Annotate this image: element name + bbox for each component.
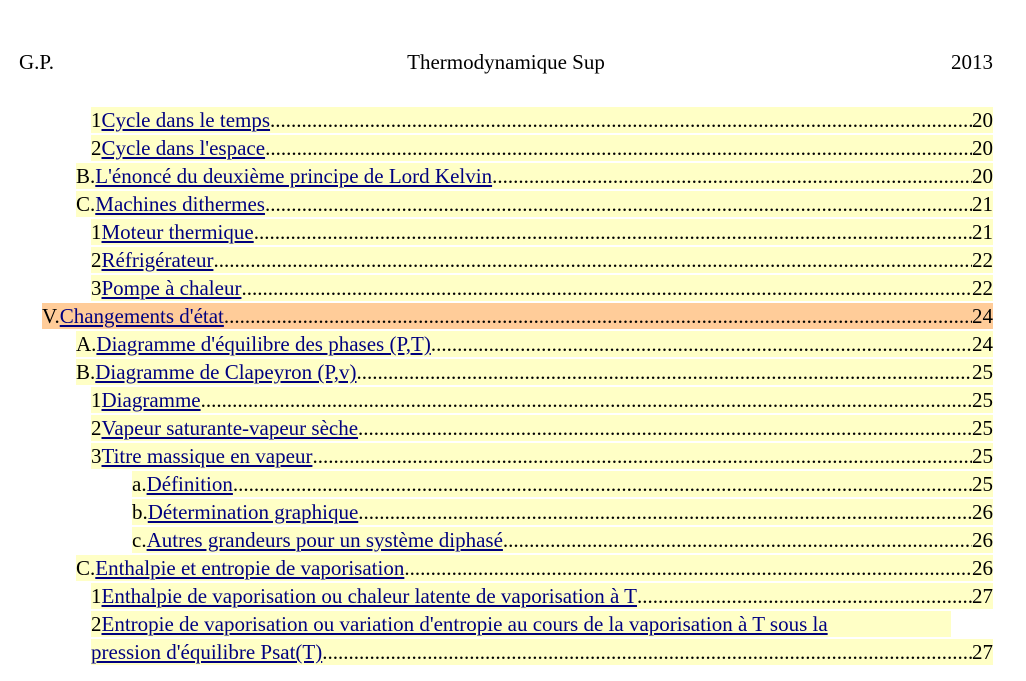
toc-link[interactable]: Diagramme [101, 388, 201, 412]
toc-number: C. [76, 556, 96, 580]
toc-entry [132, 527, 993, 553]
toc-link[interactable]: Entropie de vaporisation ou variation d'entropie au cours de la vaporisation à T sous la [101, 612, 828, 636]
toc-page: 21 [972, 192, 993, 216]
toc-link[interactable]: L'énoncé du deuxième principe de Lord Kelvin [95, 164, 493, 188]
toc-entry [76, 331, 993, 357]
toc-entry [91, 443, 993, 469]
toc-entry-highlighted [42, 303, 993, 329]
toc-number: B. [76, 164, 96, 188]
toc-link[interactable]: Cycle dans le temps [101, 108, 271, 132]
toc-link[interactable]: Détermination graphique [147, 500, 359, 524]
dot-leader [213, 247, 972, 273]
toc-number: 2 [91, 248, 102, 272]
dot-leader [241, 275, 972, 301]
toc-entry [91, 275, 993, 301]
dot-leader [492, 163, 972, 189]
toc-number: 2 [91, 136, 102, 160]
dot-leader [265, 135, 972, 161]
toc-number: a. [132, 472, 147, 496]
toc-page: 24 [972, 332, 993, 356]
toc-entry [76, 191, 993, 217]
toc-link[interactable]: Moteur thermique [101, 220, 254, 244]
header-year: 2013 [951, 50, 993, 74]
toc-number: b. [132, 500, 148, 524]
toc-number: 3 [91, 276, 102, 300]
toc-link[interactable]: Définition [146, 472, 233, 496]
header-title: Thermodynamique Sup [407, 50, 605, 74]
toc-entry [91, 107, 993, 133]
dot-leader [404, 555, 972, 581]
dot-leader [312, 443, 972, 469]
toc-link[interactable]: Cycle dans l'espace [101, 136, 266, 160]
toc-page: 22 [972, 248, 993, 272]
toc-page: 27 [972, 640, 993, 664]
toc-link[interactable]: Pompe à chaleur [101, 276, 242, 300]
dot-leader [270, 107, 972, 133]
toc-entry [91, 387, 993, 413]
dot-leader [358, 499, 972, 525]
toc-entry [91, 583, 993, 609]
toc-entry-multiline [91, 611, 951, 637]
toc-link[interactable]: Enthalpie de vaporisation ou chaleur latente de vaporisation à T [101, 584, 638, 608]
toc-link[interactable]: Machines dithermes [95, 192, 265, 216]
toc-page: 25 [972, 388, 993, 412]
dot-leader [357, 359, 972, 385]
toc-page: 25 [972, 360, 993, 384]
toc-entry [91, 415, 993, 441]
toc-number: C. [76, 192, 96, 216]
toc-number: B. [76, 360, 96, 384]
toc-page: 26 [972, 528, 993, 552]
dot-leader [201, 387, 972, 413]
dot-leader [322, 639, 972, 665]
header-author: G.P. [19, 50, 55, 74]
dot-leader [265, 191, 972, 217]
toc-number: 1 [91, 388, 102, 412]
page-header [19, 50, 993, 78]
toc-link[interactable]: Changements d'état [59, 304, 224, 328]
dot-leader [358, 415, 972, 441]
toc-page: 25 [972, 444, 993, 468]
dot-leader [233, 471, 972, 497]
toc-number: 2 [91, 416, 102, 440]
toc-number: 2 [91, 612, 102, 636]
toc-page: 20 [972, 108, 993, 132]
dot-leader [637, 583, 972, 609]
dot-leader [224, 303, 972, 329]
toc-number: V. [42, 304, 60, 328]
toc-page: 26 [972, 556, 993, 580]
dot-leader [431, 331, 972, 357]
toc-page: 22 [972, 276, 993, 300]
toc-entry [91, 219, 993, 245]
toc-number: 3 [91, 444, 102, 468]
toc-entry [76, 555, 993, 581]
toc-page: 21 [972, 220, 993, 244]
toc-entry-continuation [91, 639, 993, 665]
toc-entry [76, 163, 993, 189]
toc-link[interactable]: Titre massique en vapeur [101, 444, 313, 468]
toc-page: 26 [972, 500, 993, 524]
toc-entry [76, 359, 993, 385]
toc-entry [132, 471, 993, 497]
toc-link[interactable]: Réfrigérateur [101, 248, 214, 272]
dot-leader [254, 219, 972, 245]
toc-page: 20 [972, 136, 993, 160]
toc-page: 24 [972, 304, 993, 328]
toc-page: 25 [972, 416, 993, 440]
toc-link[interactable]: Diagramme d'équilibre des phases (P,T) [96, 332, 431, 356]
toc-entry [91, 135, 993, 161]
toc-link[interactable]: Diagramme de Clapeyron (P,v) [95, 360, 357, 384]
toc-number: 1 [91, 584, 102, 608]
toc-page: 27 [972, 584, 993, 608]
dot-leader [503, 527, 972, 553]
toc-page: 25 [972, 472, 993, 496]
toc-number: 1 [91, 220, 102, 244]
toc-entry [132, 499, 993, 525]
toc-entry [91, 247, 993, 273]
toc-link[interactable]: Vapeur saturante-vapeur sèche [101, 416, 359, 440]
toc-number: 1 [91, 108, 102, 132]
toc-link[interactable]: Enthalpie et entropie de vaporisation [95, 556, 405, 580]
toc-page: 20 [972, 164, 993, 188]
toc-number: c. [132, 528, 147, 552]
toc-link[interactable]: Autres grandeurs pour un système diphasé [146, 528, 503, 552]
toc-link[interactable]: pression d'équilibre Psat(T) [91, 640, 323, 664]
toc-number: A. [76, 332, 97, 356]
